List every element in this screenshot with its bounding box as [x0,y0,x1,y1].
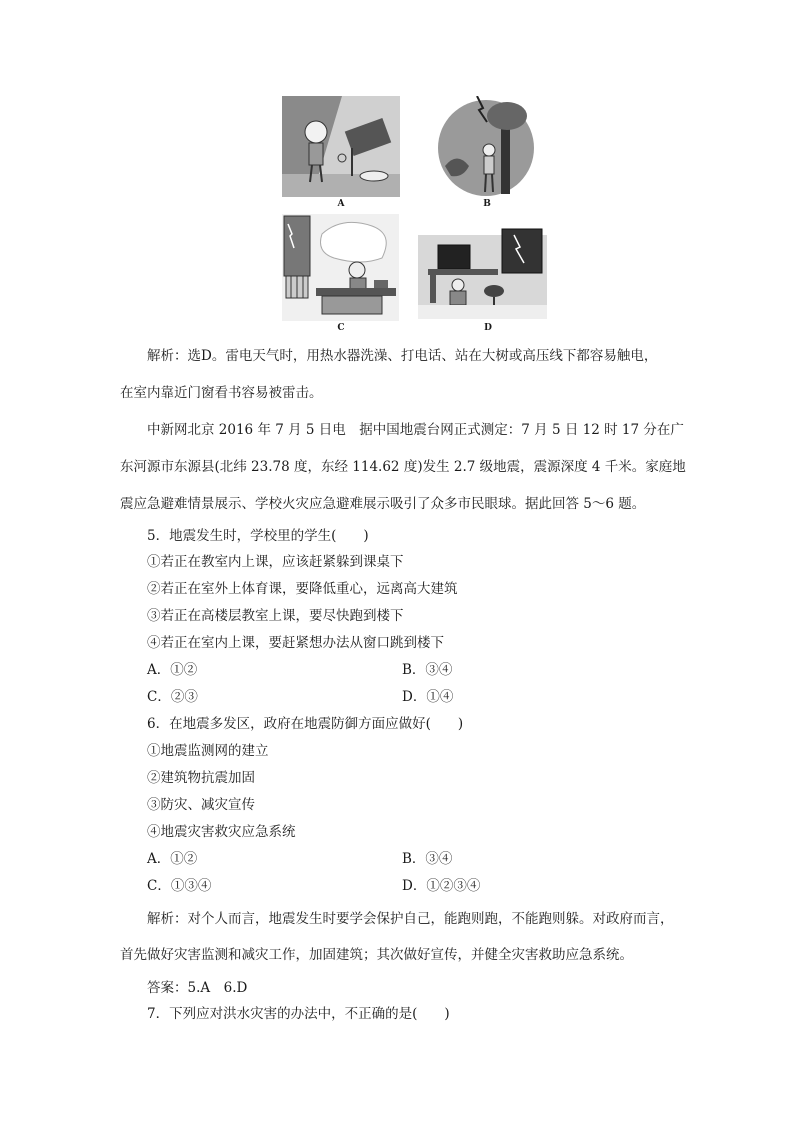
caption-b: B [483,199,491,209]
q6-item-1: ①地震监测网的建立 [147,743,269,759]
explanation-2-line-2: 首先做好灾害监测和减灾工作，加固建筑；其次做好宣传，并健全灾害救助应急系统。 [120,947,633,963]
q7-stem: 7．下列应对洪水灾害的办法中，不正确的是( ) [147,1006,450,1022]
illustration-d [418,225,547,319]
passage-line-2: 东河源市东源县(北纬 23.78 度，东经 114.62 度)发生 2.7 级地震，震源深度 4 千米。家庭地 [120,459,686,475]
q6-item-4: ④地震灾害救灾应急系统 [147,824,296,840]
illustration-a [282,96,400,197]
caption-c: C [337,323,345,333]
q5-option-b: B．③④ [402,662,453,678]
caption-a: A [337,199,345,209]
illustration-c [282,214,399,321]
q6-stem: 6．在地震多发区，政府在地震防御方面应做好( ) [147,716,464,732]
q5-item-4: ④若正在室内上课，要赶紧想办法从窗口跳到楼下 [147,635,444,651]
caption-d: D [484,323,492,333]
tree-lightning-scene [437,96,535,197]
q6-option-c: C．①③④ [147,878,212,894]
passage-line-1: 中新网北京 2016 年 7 月 5 日电 据中国地震台网正式测定：7 月 5 日 12 时 17 分在广 [147,422,684,438]
computer-lightning-scene [418,225,547,319]
passage-line-3: 震应急避难情景展示、学校火灾应急避难展示吸引了众多市民眼球。据此回答 5～6 题。 [120,496,646,512]
q5-option-a: A．①② [147,662,198,678]
explanation-1-line-2: 在室内靠近门窗看书容易被雷击。 [120,385,323,401]
q6-option-d: D．①②③④ [402,878,481,894]
q6-option-a: A．①② [147,851,198,867]
q6-item-2: ②建筑物抗震加固 [147,770,255,786]
answer-line: 答案：5.A 6.D [147,980,248,996]
q5-item-3: ③若正在高楼层教室上课，要尽快跑到楼下 [147,608,404,624]
q5-option-c: C．②③ [147,689,198,705]
q5-option-d: D．①④ [402,689,454,705]
explanation-2-line-1: 解析：对个人而言，地震发生时要学会保护自己，能跑则跑，不能跑则躲。对政府而言， [147,911,674,927]
q5-stem: 5．地震发生时，学校里的学生( ) [147,528,369,544]
q6-option-b: B．③④ [402,851,453,867]
phone-call-scene [282,214,399,321]
shower-heater-scene [282,96,400,197]
explanation-1-line-1: 解析：选D。雷电天气时，用热水器洗澡、打电话、站在大树或高压线下都容易触电， [147,348,658,364]
q6-item-3: ③防灾、减灾宣传 [147,797,255,813]
q5-item-2: ②若正在室外上体育课，要降低重心，远离高大建筑 [147,581,458,597]
illustration-b [437,96,535,197]
q5-item-1: ①若正在教室内上课，应该赶紧躲到课桌下 [147,554,404,570]
